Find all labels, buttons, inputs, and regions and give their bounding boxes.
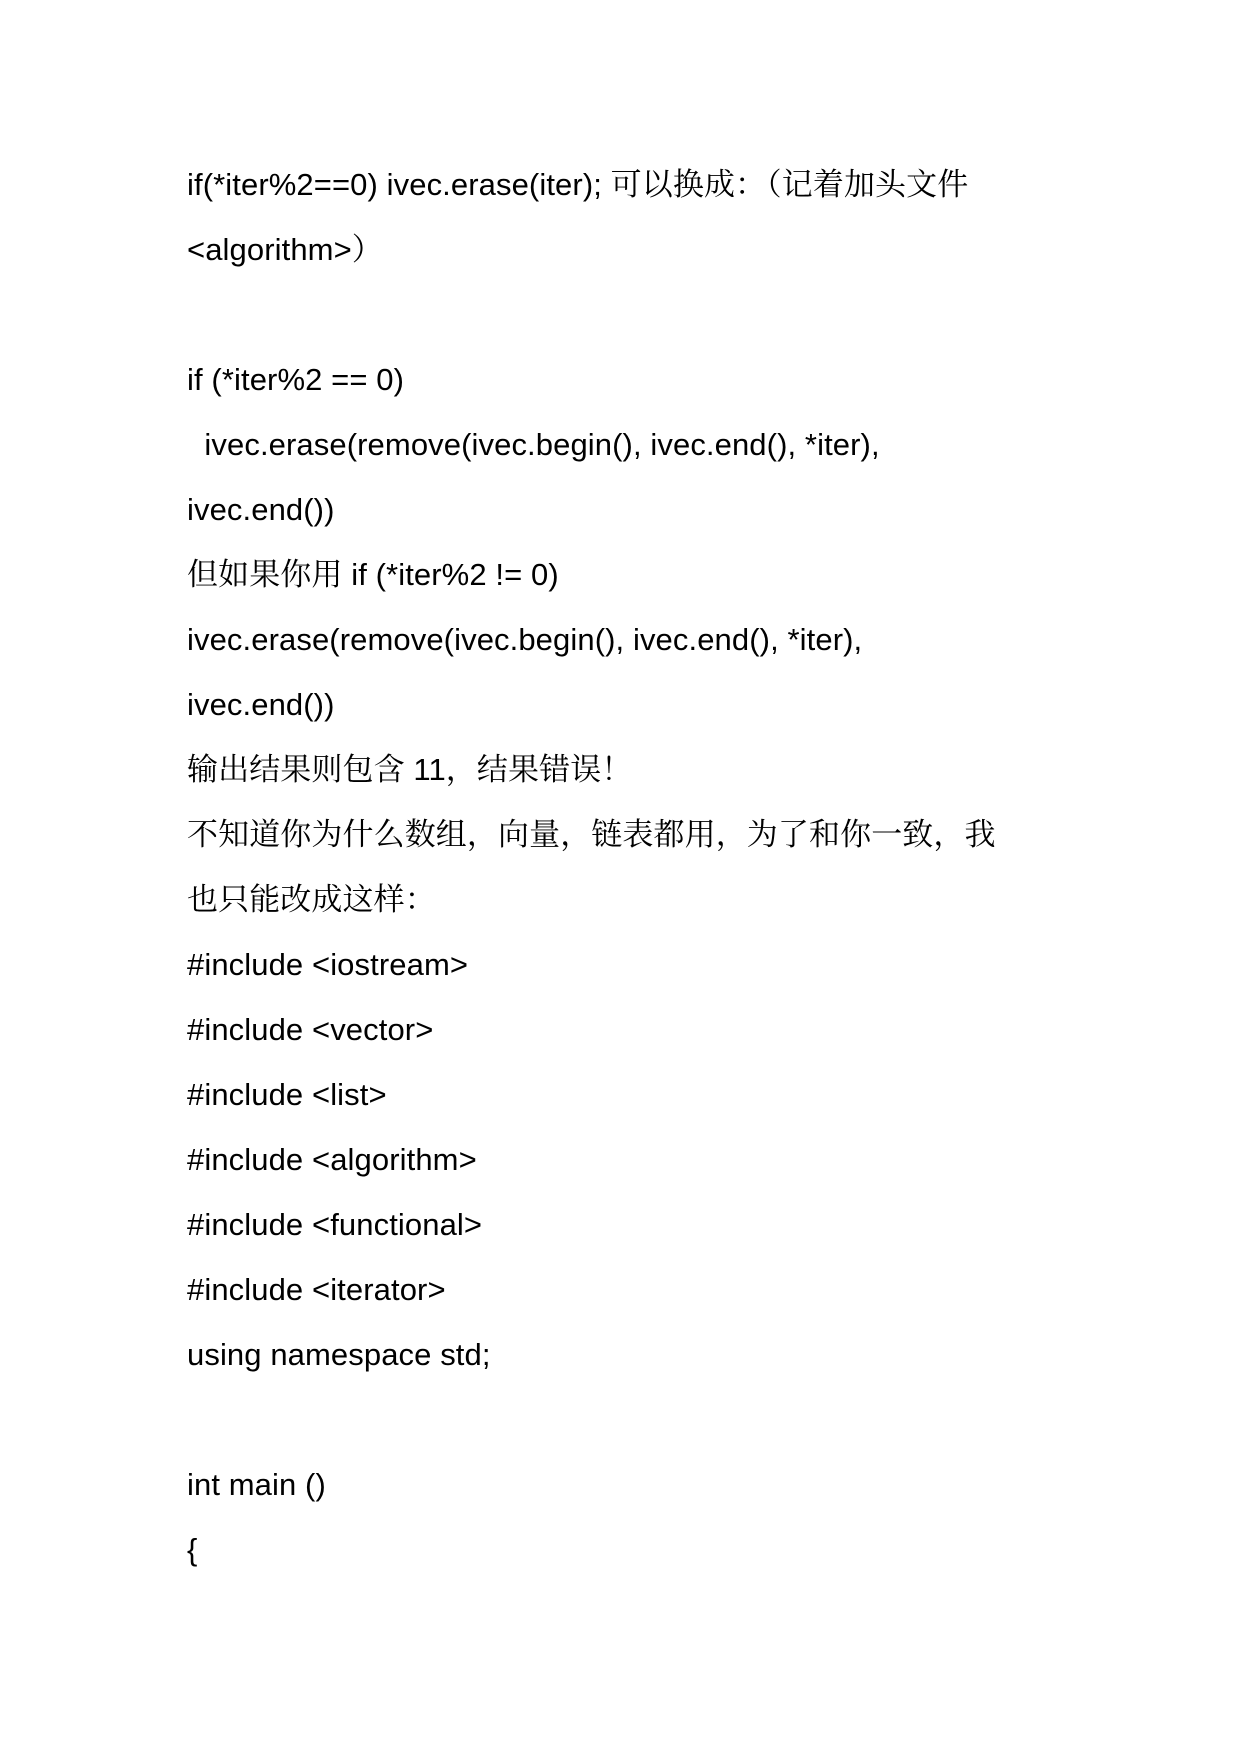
code-line: if (*iter%2 == 0) xyxy=(187,362,405,397)
code-line: { xyxy=(187,1532,198,1567)
code-line: using namespace std; xyxy=(187,1337,491,1372)
blank-line xyxy=(187,282,1057,347)
text-line: 也只能改成这样： xyxy=(187,882,436,917)
text-line: if(*iter%2==0) ivec.erase(iter); 可以换成：（记着加头文件 xyxy=(187,167,969,202)
code-line: #include <algorithm> xyxy=(187,1142,477,1177)
text-line: 但如果你用 if (*iter%2 != 0) xyxy=(187,557,559,592)
code-line: ivec.end()) xyxy=(187,687,335,722)
blank-line xyxy=(187,1387,1057,1452)
document-body xyxy=(187,152,1057,1582)
code-line: #include <functional> xyxy=(187,1207,483,1242)
code-line: #include <iterator> xyxy=(187,1272,446,1307)
code-line: ivec.end()) xyxy=(187,492,335,527)
text-line: <algorithm>） xyxy=(187,232,383,267)
code-line: #include <list> xyxy=(187,1077,387,1112)
code-line: ivec.erase(remove(ivec.begin(), ivec.end(), *iter), xyxy=(187,622,863,657)
code-line: #include <iostream> xyxy=(187,947,469,982)
text-line: 输出结果则包含 11，结果错误！ xyxy=(187,752,633,787)
text-line: 不知道你为什么数组，向量，链表都用，为了和你一致，我 xyxy=(187,817,996,852)
code-line: #include <vector> xyxy=(187,1012,434,1047)
code-line: int main () xyxy=(187,1467,326,1502)
code-line: ivec.erase(remove(ivec.begin(), ivec.end(), *iter), xyxy=(187,427,880,462)
